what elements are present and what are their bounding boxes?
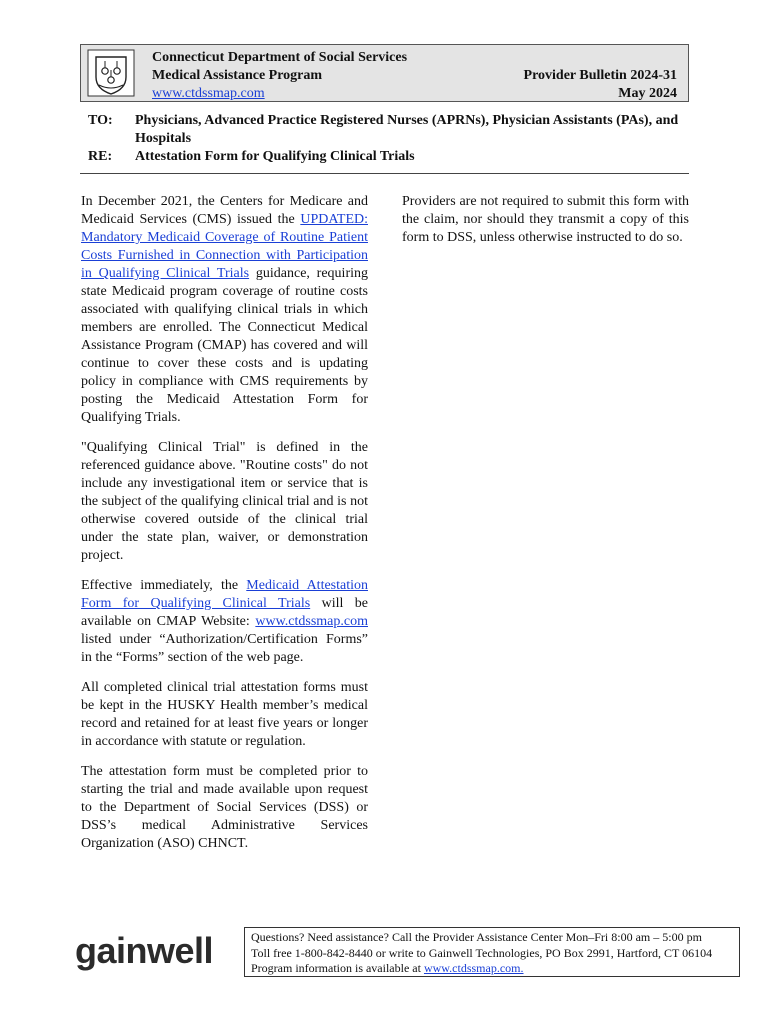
- bulletin-date: May 2024: [618, 86, 677, 101]
- paragraph-intro: [81, 193, 368, 427]
- availability-text: Effective immediately, the: [81, 578, 247, 593]
- cmap-website-link[interactable]: www.ctdssmap.com: [255, 614, 368, 629]
- footer-contact-box: [244, 927, 740, 977]
- intro-text: In December 2021, the Centers for Medicare and Medicaid Services (CMS) issued the: [81, 194, 368, 227]
- svg-text:gainwell: gainwell: [75, 932, 214, 971]
- bulletin-header: [80, 44, 689, 102]
- re-value: Attestation Form for Qualifying Clinical Trials: [135, 149, 415, 164]
- divider: [80, 173, 689, 174]
- header-right: [524, 67, 677, 103]
- paragraph-retention: All completed clinical trial attestation forms must be kept in the HUSKY Health member’s medical record and retained for at least five years or longer in accordance with statute or regulation.: [81, 680, 368, 749]
- re-label: RE:: [88, 149, 113, 164]
- gainwell-logo: [75, 932, 225, 972]
- org-name: Connecticut Department of Social Services: [152, 50, 408, 65]
- cms-guidance-link[interactable]: UPDATED: Mandatory Medicaid Coverage of Routine Patient Costs Furnished in Connection with Participation in Qualifying Clinical Trials: [81, 212, 368, 281]
- footer-website-link[interactable]: www.ctdssmap.com.: [423, 961, 524, 975]
- paragraph-availability: [81, 577, 368, 667]
- left-column: [81, 193, 368, 865]
- program-name: Medical Assistance Program: [152, 68, 323, 83]
- paragraph-submission: Providers are not required to submit this form with the claim, nor should they transmit a copy of this form to DSS, unless otherwise instructed to do so.: [402, 194, 689, 245]
- header-website-link[interactable]: www.ctdssmap.com: [152, 86, 265, 101]
- to-label: TO:: [88, 113, 113, 128]
- header-left: [152, 49, 407, 103]
- availability-text-cont: will be available on CMAP Website:: [81, 596, 368, 629]
- footer-line-1: Questions? Need assistance? Call the Provider Assistance Center Mon–Fri 8:00 am – 5:00 pm: [251, 930, 702, 944]
- availability-text-end: listed under “Authorization/Certification Forms” in the “Forms” section of the web page.: [81, 632, 368, 665]
- paragraph-timing: The attestation form must be completed prior to starting the trial and made available upon request to the Department of Social Services (DSS) or DSS’s medical Administrative Services Organization (ASO) CHNCT.: [81, 764, 368, 851]
- paragraph-definition: "Qualifying Clinical Trial" is defined in the referenced guidance above. "Routine costs" do not include any investigational item or service that is the subject of the qualifying clinical trial and is not otherwise covered outside of the clinical trial under the state plan, waiver, or demonstration project.: [81, 440, 368, 563]
- intro-text-cont: guidance, requiring state Medicaid program coverage of routine costs associated with qualifying clinical trials in which members are enrolled. The Connecticut Medical Assistance Program (CMAP) has covered and will continue to cover these costs and is updating policy in compliance with CMS requirements by posting the Medicaid Attestation Form for Qualifying Trials.: [81, 266, 369, 425]
- footer-line-2: Toll free 1-800-842-8440 or write to Gainwell Technologies, PO Box 2991, Hartford, CT 06104: [251, 945, 713, 960]
- right-column: [402, 193, 689, 259]
- attestation-form-link[interactable]: Medicaid Attestation Form for Qualifying Clinical Trials: [81, 578, 368, 611]
- footer-line-3-text: Program information is available at: [251, 961, 424, 975]
- state-seal-icon: [87, 49, 135, 97]
- to-value: Physicians, Advanced Practice Registered Nurses (APRNs), Physician Assistants (PAs), and Hospitals: [135, 113, 679, 146]
- footer-line-3: [251, 961, 733, 977]
- bulletin-number: Provider Bulletin 2024-31: [523, 68, 677, 83]
